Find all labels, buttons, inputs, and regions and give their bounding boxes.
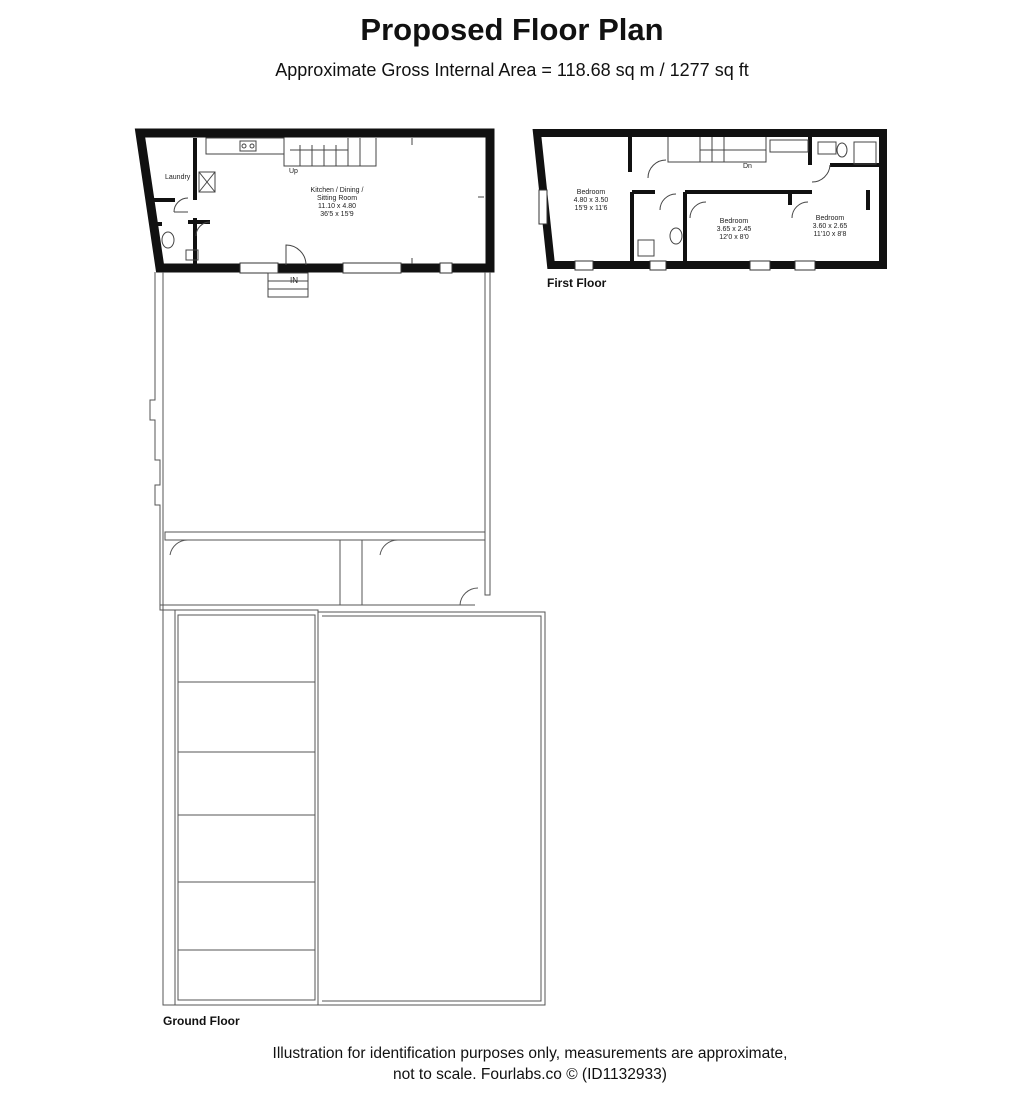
stairs-up-label: Up bbox=[289, 168, 298, 175]
bedroom1-imperial: 15'9 x 11'6 bbox=[574, 205, 608, 212]
bedroom2-name: Bedroom bbox=[719, 218, 749, 225]
first-internal-walls bbox=[630, 137, 879, 262]
first-floor-label: First Floor bbox=[547, 276, 607, 290]
bedroom1-name: Bedroom bbox=[576, 189, 606, 196]
first-window-4 bbox=[795, 261, 815, 270]
kitchen-metric: 11.10 x 4.80 bbox=[317, 203, 357, 210]
bedroom3-metric: 3.60 x 2.65 bbox=[812, 223, 848, 230]
bedroom2-metric: 3.65 x 2.45 bbox=[716, 226, 752, 233]
kitchen-name-line2: Sitting Room bbox=[316, 195, 358, 202]
ground-floor-plan bbox=[140, 133, 545, 1028]
kitchen-imperial: 36'5 x 15'9 bbox=[320, 211, 354, 218]
ground-dimension-ticks bbox=[412, 138, 484, 264]
laundry-label: Laundry bbox=[165, 174, 191, 181]
bedroom1-metric: 4.80 x 3.50 bbox=[573, 197, 609, 204]
bedroom3-imperial: 11'10 x 8'8 bbox=[813, 231, 847, 238]
ground-fittings bbox=[162, 138, 284, 260]
disclaimer-line2: not to scale. Fourlabs.co © (ID1132933) bbox=[393, 1066, 667, 1083]
window-front-3 bbox=[440, 263, 452, 273]
first-window-side bbox=[539, 190, 547, 224]
first-window-1 bbox=[575, 261, 593, 270]
window-front-1 bbox=[240, 263, 278, 273]
disclaimer-line1: Illustration for identification purposes only, measurements are approximate, bbox=[272, 1045, 788, 1062]
ground-floor-label: Ground Floor bbox=[163, 1014, 240, 1028]
first-floor-plan bbox=[537, 133, 883, 290]
plan-subtitle: Approximate Gross Internal Area = 118.68 sq m / 1277 sq ft bbox=[275, 60, 749, 80]
first-stairs bbox=[668, 137, 808, 162]
stairs-down-label: Dn bbox=[743, 163, 752, 170]
bedroom2-imperial: 12'0 x 8'0 bbox=[719, 234, 749, 241]
first-window-3 bbox=[750, 261, 770, 270]
bedroom3-name: Bedroom bbox=[815, 215, 845, 222]
kitchen-name-line1: Kitchen / Dining / bbox=[310, 187, 364, 194]
ground-floor-walls bbox=[140, 133, 490, 268]
plan-title: Proposed Floor Plan bbox=[360, 12, 664, 47]
ground-stairs bbox=[284, 138, 376, 166]
first-fittings bbox=[638, 142, 876, 256]
disclaimer bbox=[0, 1043, 1024, 1085]
courtyard-outline bbox=[150, 272, 545, 1005]
entrance-label: IN bbox=[290, 276, 298, 285]
window-front-2 bbox=[343, 263, 401, 273]
first-window-2 bbox=[650, 261, 666, 270]
